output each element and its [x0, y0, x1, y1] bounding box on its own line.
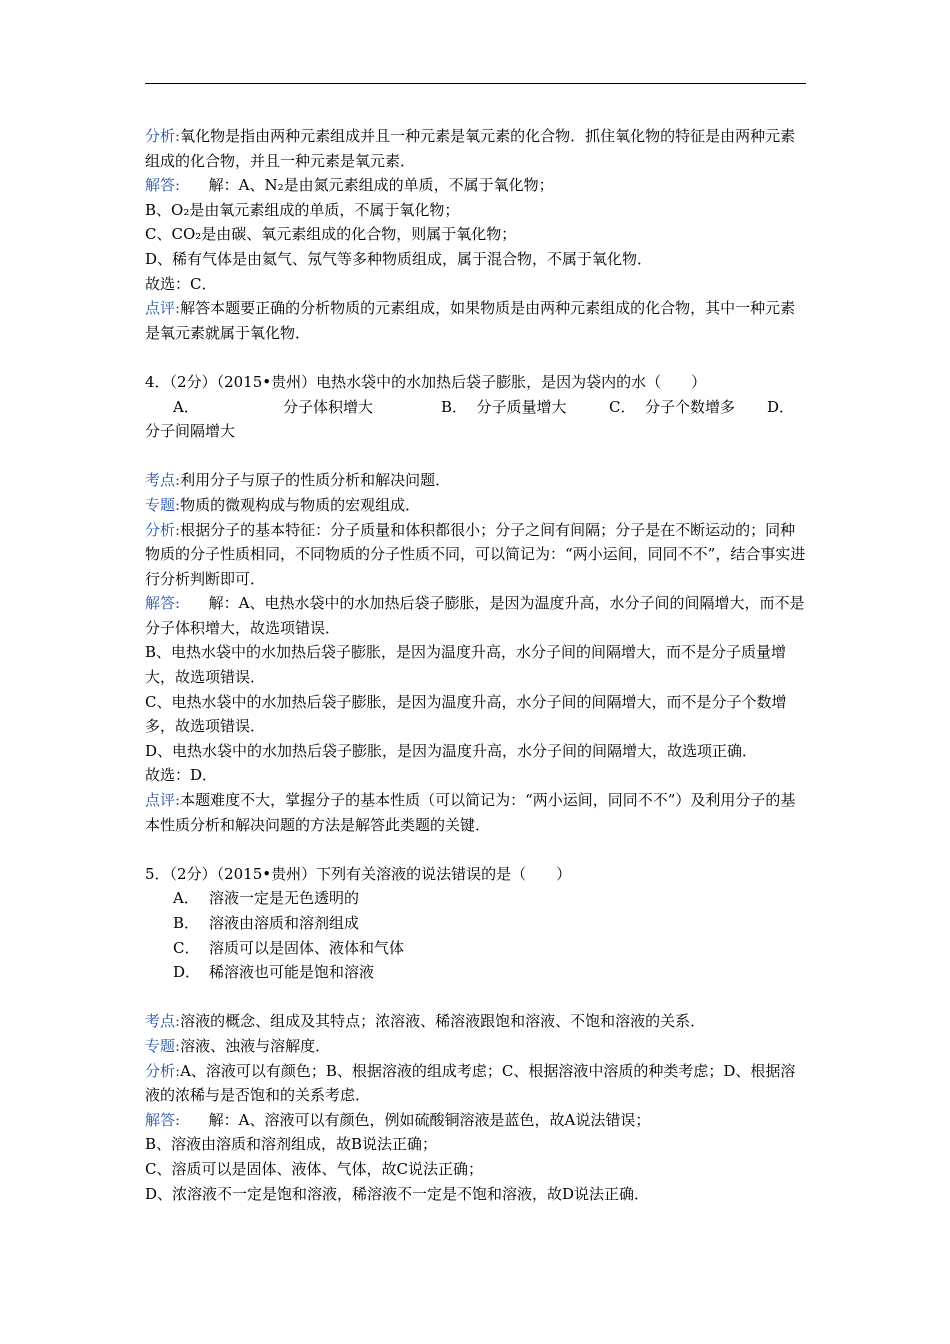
q4-analysis [145, 518, 810, 592]
q5-option-a [145, 886, 810, 911]
label-comment: 点评: [145, 791, 181, 810]
q4-answer-line: 故选：D． [145, 766, 218, 785]
q3-analysis-text: 氧化物是指由两种元素组成并且一种元素是氧元素的化合物．抓住氧化物的特征是由两种元素组成的化合物，并且一种元素是氧元素． [145, 127, 796, 170]
q4-answer-line: B、电热水袋中的水加热后袋子膨胀，是因为温度升高，水分子间的间隔增大，而不是分子质量增大，故选项错误． [145, 643, 787, 687]
label-topic: 专题: [145, 1036, 181, 1055]
label-answer: 解答: [145, 594, 181, 613]
q3-answer-line: C、CO₂是由碳、氧元素组成的化合物，则属于氧化物； [145, 225, 517, 244]
q5-option-key: C． [173, 938, 200, 957]
label-point: 考点: [145, 1012, 181, 1031]
q3-answer-first: 解：A、N₂是由氮元素组成的单质，不属于氧化物； [180, 176, 554, 195]
q3-analysis [145, 124, 810, 173]
q4-option-d-key: D． [767, 397, 795, 416]
label-analysis: 分析: [145, 127, 181, 145]
q5-option-text: 溶液一定是无色透明的 [209, 889, 360, 908]
q5-analysis [145, 1059, 810, 1108]
q5-answer-line: D、浓溶液不一定是饱和溶液，稀溶液不一定是不饱和溶液，故D说法正确． [145, 1184, 650, 1203]
q4-option-a-text: 分子体积增大 [283, 397, 374, 416]
q5-topic-text: 溶液、浊液与溶解度． [180, 1036, 331, 1055]
q5-option-key: D． [173, 963, 201, 982]
label-point: 考点: [145, 471, 181, 490]
q5-option-key: A． [173, 889, 199, 908]
q5-option-text: 溶质可以是固体、液体和气体 [209, 938, 405, 957]
label-answer: 解答: [145, 1110, 181, 1129]
label-analysis: 分析: [145, 1061, 181, 1080]
q4-option-b: B． 分子质量增大 [441, 397, 567, 416]
q4-comment [145, 788, 810, 837]
q5-analysis-text: A、溶液可以有颜色；B、根据溶液的组成考虑；C、根据溶液中溶质的种类考虑；D、根据溶液的浓稀与是否饱和的关系考虑． [145, 1061, 796, 1105]
q5-option-text: 溶液由溶质和溶剂组成 [209, 914, 360, 932]
q4-point-text: 利用分子与原子的性质分析和解决问题． [180, 471, 451, 490]
q5-answer-first: 解：A、溶液可以有颜色，例如硫酸铜溶液是蓝色，故A说法错误； [180, 1110, 651, 1129]
q3-comment [145, 296, 810, 345]
q4-option-d-text: 分子间隔增大 [145, 422, 236, 441]
q5-option-d [145, 960, 810, 985]
label-answer: 解答: [145, 176, 181, 195]
q5-answer-line: B、溶液由溶质和溶剂组成，故B说法正确； [145, 1135, 438, 1154]
q5-stem: 5．（2分）（2015•贵州）下列有关溶液的说法错误的是（ ） [145, 864, 572, 883]
q5-point-text: 溶液的概念、组成及其特点；浓溶液、稀溶液跟饱和溶液、不饱和溶液的关系． [180, 1012, 706, 1031]
q4-option-c: C． 分子个数增多 [609, 397, 736, 416]
q4-stem: 4．（2分）（2015•贵州）电热水袋中的水加热后袋子膨胀，是因为袋内的水（ ） [145, 372, 707, 391]
q3-comment-text: 解答本题要正确的分析物质的元素组成，如果物质是由两种元素组成的化合物，其中一种元素是氧元素就属于氧化物． [145, 299, 796, 342]
label-comment: 点评: [145, 299, 181, 318]
q4-topic-text: 物质的微观构成与物质的宏观组成． [180, 495, 421, 514]
q5-point [145, 1009, 810, 1034]
q4-answer-line: C、电热水袋中的水加热后袋子膨胀，是因为温度升高，水分子间的间隔增大，而不是分子个数增多，故选项错误． [145, 692, 787, 736]
q5-option-b [145, 911, 810, 936]
q3-answer [145, 173, 810, 198]
q5-answer [145, 1108, 810, 1133]
q4-options [145, 395, 810, 420]
q4-answer-first: 解：A、电热水袋中的水加热后袋子膨胀，是因为温度升高，水分子间的间隔增大，而不是分子体积增大，故选项错误． [145, 594, 805, 637]
header-rule [145, 83, 806, 84]
document-body [145, 124, 810, 1206]
q4-answer-line: D、电热水袋中的水加热后袋子膨胀，是因为温度升高，水分子间的间隔增大，故选项正确． [145, 741, 758, 760]
q3-answer-line: B、O₂是由氧元素组成的单质，不属于氧化物； [145, 200, 460, 219]
label-topic: 专题: [145, 495, 181, 514]
q5-topic [145, 1034, 810, 1059]
q4-analysis-text: 根据分子的基本特征：分子质量和体积都很小；分子之间有间隔；分子是在不断运动的；同种物质的分子性质相同，不同物质的分子性质不同，可以简记为：“两小运间，同同不不”，结合事实进行分析判断即可． [145, 520, 806, 588]
q3-answer-line: D、稀有气体是由氦气、氖气等多种物质组成，属于混合物，不属于氧化物． [145, 249, 653, 268]
q5-option-key: B． [173, 914, 200, 932]
q4-answer [145, 591, 810, 640]
q5-option-c [145, 936, 810, 961]
q4-comment-text: 本题难度不大，掌握分子的基本性质（可以简记为：“两小运间，同同不不”）及利用分子的基本性质分析和解决问题的方法是解答此类题的关键． [145, 791, 796, 834]
q3-answer-line: 故选：C． [145, 274, 217, 293]
q5-answer-line: C、溶质可以是固体、液体、气体，故C说法正确； [145, 1159, 483, 1178]
q4-option-a-key: A． [173, 397, 199, 416]
q4-point [145, 468, 810, 493]
q4-topic [145, 493, 810, 518]
label-analysis: 分析: [145, 520, 181, 539]
q5-option-text: 稀溶液也可能是饱和溶液 [209, 963, 375, 982]
